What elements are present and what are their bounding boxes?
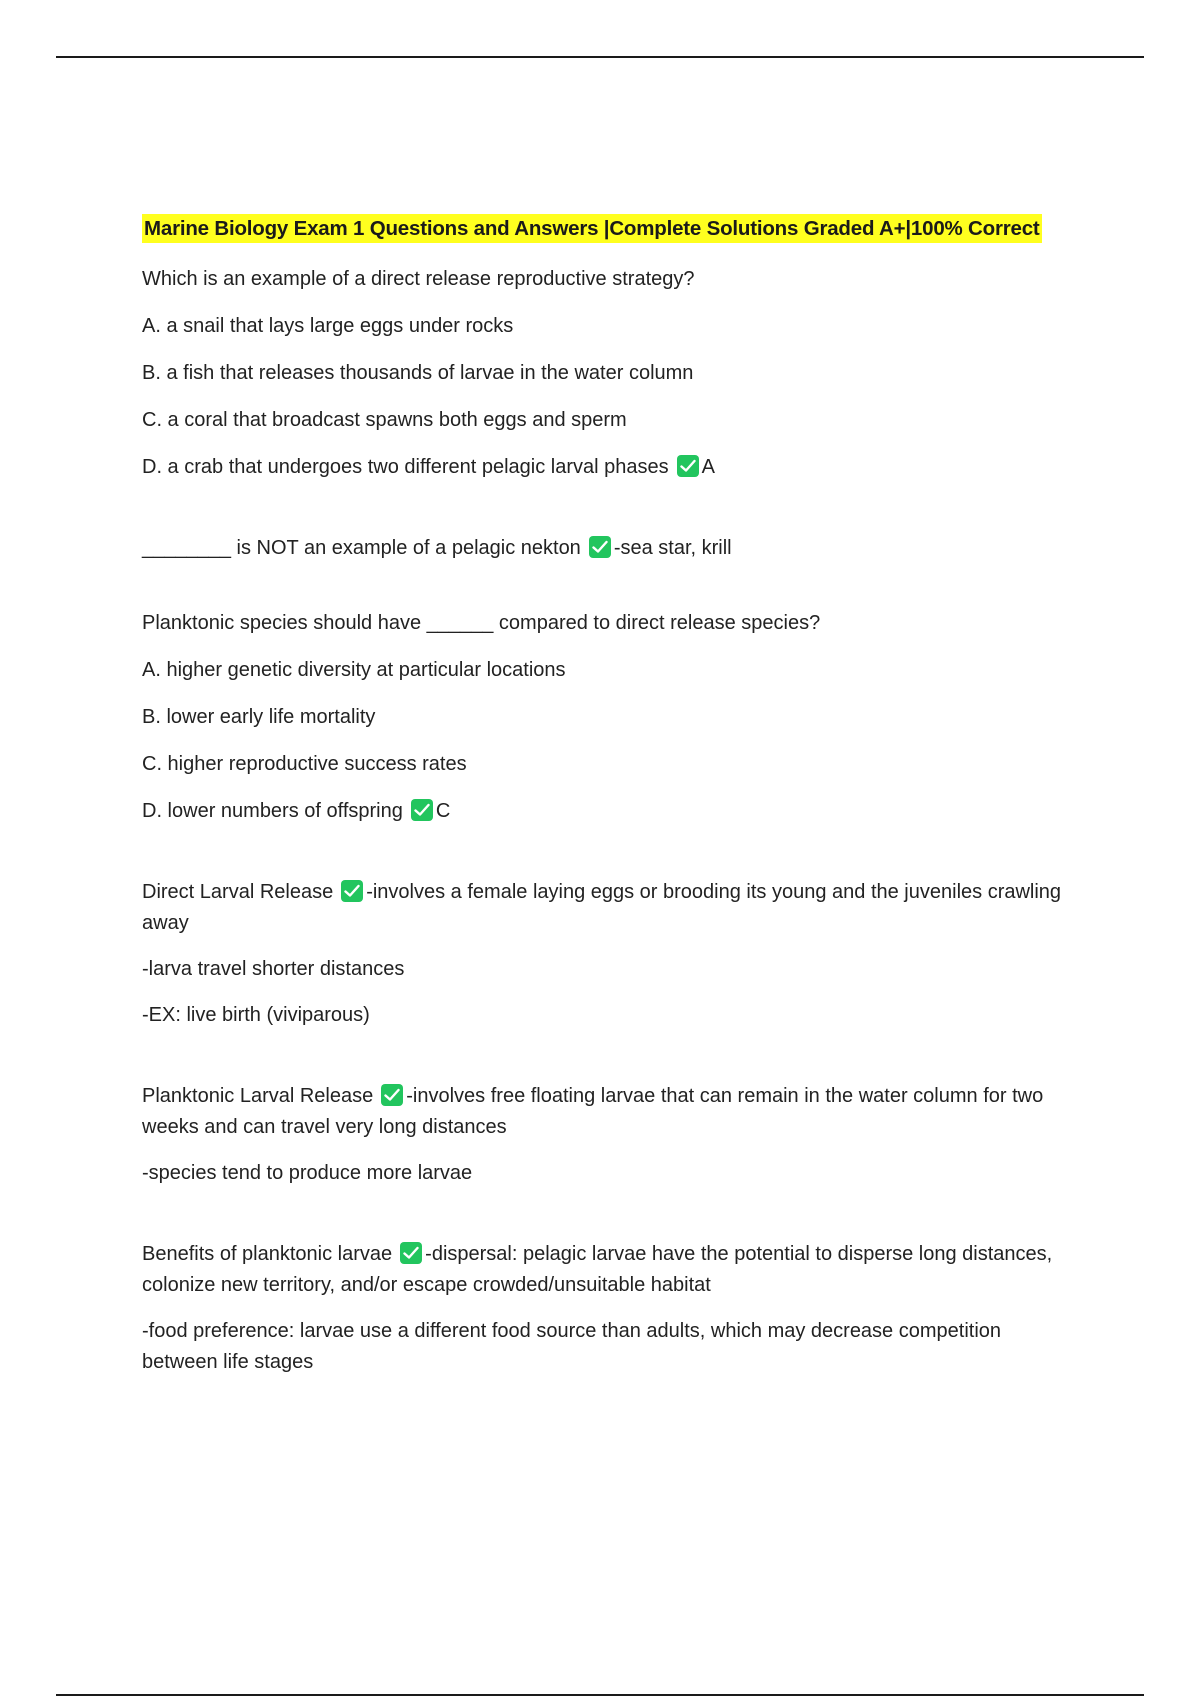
q4-answer: -involves a female laying eggs or brooding its young and the juveniles crawling away xyxy=(142,881,1062,934)
q6-note-1: -food preference: larvae use a different food source than adults, which may decrease competition between life stages xyxy=(142,1320,1002,1373)
q1-answer: A xyxy=(701,456,715,478)
q1-option-c: C. a coral that broadcast spawns both eggs and sperm xyxy=(142,409,627,431)
q3-option-a: A. higher genetic diversity at particular locations xyxy=(142,659,566,681)
q1-option-d-line xyxy=(142,452,1062,483)
question-5-line xyxy=(142,1081,1062,1143)
q3-option-d-line xyxy=(142,796,1062,827)
bottom-rule xyxy=(56,1694,1144,1696)
title-line xyxy=(142,214,1062,246)
q5-answer: -involves free floating larvae that can remain in the water column for two weeks and can travel very long distances xyxy=(142,1085,1044,1138)
check-mark-icon xyxy=(677,455,699,477)
q5-term: Planktonic Larval Release xyxy=(142,1085,374,1107)
q2-answer: -sea star, krill xyxy=(613,537,732,559)
question-1: Which is an example of a direct release reproductive strategy? xyxy=(142,268,695,290)
document-title: Marine Biology Exam 1 Questions and Answers |Complete Solutions Graded A+|100% Correct xyxy=(142,214,1042,243)
q4-term: Direct Larval Release xyxy=(142,881,334,903)
spacer xyxy=(142,483,1062,533)
check-mark-icon xyxy=(381,1084,403,1106)
check-mark-icon xyxy=(411,799,433,821)
spacer xyxy=(142,827,1062,877)
q4-note-2: -EX: live birth (viviparous) xyxy=(142,1004,370,1026)
spacer xyxy=(142,1031,1062,1081)
q3-option-d: D. lower numbers of offspring xyxy=(142,800,403,822)
q1-option-a: A. a snail that lays large eggs under rocks xyxy=(142,315,514,337)
spacer xyxy=(142,1189,1062,1239)
q3-answer: C xyxy=(435,800,451,822)
q6-answer: -dispersal: pelagic larvae have the potential to disperse long distances, colonize new territory, and/or escape crowded/unsuitable habitat xyxy=(142,1243,1053,1296)
check-mark-icon xyxy=(341,880,363,902)
document-body xyxy=(142,214,1062,1378)
spacer xyxy=(142,564,1062,608)
q5-note-1: -species tend to produce more larvae xyxy=(142,1162,473,1184)
question-4-line xyxy=(142,877,1062,939)
q3-option-c: C. higher reproductive success rates xyxy=(142,753,467,775)
question-2: ________ is NOT an example of a pelagic nekton xyxy=(142,537,581,559)
q4-note-1: -larva travel shorter distances xyxy=(142,958,405,980)
question-3: Planktonic species should have ______ compared to direct release species? xyxy=(142,612,821,634)
top-rule xyxy=(56,56,1144,58)
q3-option-b: B. lower early life mortality xyxy=(142,706,376,728)
check-mark-icon xyxy=(589,536,611,558)
q1-option-b: B. a fish that releases thousands of larvae in the water column xyxy=(142,362,694,384)
q1-option-d: D. a crab that undergoes two different pelagic larval phases xyxy=(142,456,669,478)
check-mark-icon xyxy=(400,1242,422,1264)
question-6-line xyxy=(142,1239,1062,1301)
question-2-line xyxy=(142,533,1062,564)
q6-term: Benefits of planktonic larvae xyxy=(142,1243,393,1265)
